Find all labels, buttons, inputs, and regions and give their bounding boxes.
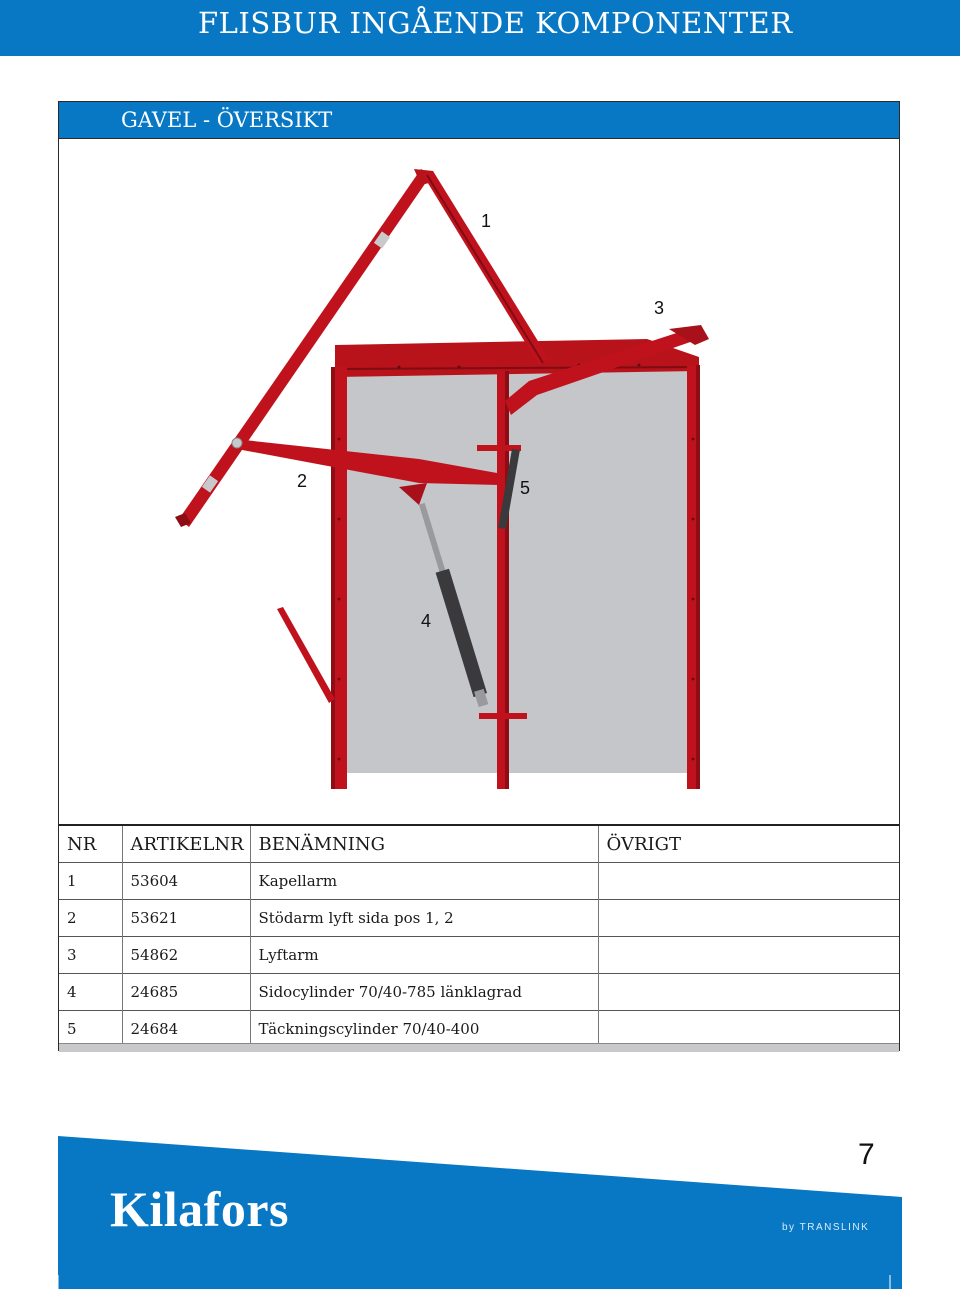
- col-benamning: BENÄMNING: [250, 825, 598, 863]
- callout-3: 3: [654, 298, 665, 318]
- cell-benamning: Lyftarm: [250, 937, 598, 974]
- callout-4: 4: [421, 611, 432, 631]
- cell-nr: 3: [59, 937, 122, 974]
- cell-artikelnr: 53621: [122, 900, 250, 937]
- cover-panel: [347, 361, 695, 773]
- cell-ovrigt: [598, 863, 899, 900]
- cell-ovrigt: [598, 974, 899, 1011]
- section-title: GAVEL - ÖVERSIKT: [121, 108, 333, 132]
- cell-artikelnr: 24685: [122, 974, 250, 1011]
- table-footer-band: [59, 1043, 899, 1052]
- callout-1: 1: [481, 211, 492, 231]
- callout-2: 2: [297, 471, 308, 491]
- cell-ovrigt: [598, 1011, 899, 1048]
- lower-stay: [277, 607, 335, 703]
- cell-ovrigt: [598, 937, 899, 974]
- brand-logo: Kilafors: [110, 1181, 289, 1237]
- header-bar: [0, 0, 960, 56]
- cell-nr: 1: [59, 863, 122, 900]
- cell-nr: 2: [59, 900, 122, 937]
- parts-table: [59, 824, 899, 1047]
- cell-benamning: Stödarm lyft sida pos 1, 2: [250, 900, 598, 937]
- col-nr: NR: [59, 825, 122, 863]
- table-row: [59, 974, 899, 1011]
- cell-nr: 5: [59, 1011, 122, 1048]
- cell-nr: 4: [59, 974, 122, 1011]
- cell-artikelnr: 24684: [122, 1011, 250, 1048]
- brand-tagline: by TRANSLINK: [782, 1222, 870, 1233]
- gable-diagram: [59, 139, 899, 824]
- col-artikelnr: ARTIKELNR: [122, 825, 250, 863]
- cell-artikelnr: 53604: [122, 863, 250, 900]
- page-number: 7: [858, 1138, 875, 1171]
- col-ovrigt: ÖVRIGT: [598, 825, 899, 863]
- callout-5: 5: [520, 478, 531, 498]
- cell-benamning: Kapellarm: [250, 863, 598, 900]
- table-header-row: [59, 825, 899, 863]
- section-header: [59, 102, 899, 139]
- table-row: [59, 863, 899, 900]
- cell-benamning: Täckningscylinder 70/40-400: [250, 1011, 598, 1048]
- table-row: [59, 1011, 899, 1048]
- table-row: [59, 900, 899, 937]
- cell-ovrigt: [598, 900, 899, 937]
- cell-benamning: Sidocylinder 70/40-785 länklagrad: [250, 974, 598, 1011]
- page-title: FLISBUR INGÅENDE KOMPONENTER: [198, 6, 793, 40]
- table-row: [59, 937, 899, 974]
- cell-artikelnr: 54862: [122, 937, 250, 974]
